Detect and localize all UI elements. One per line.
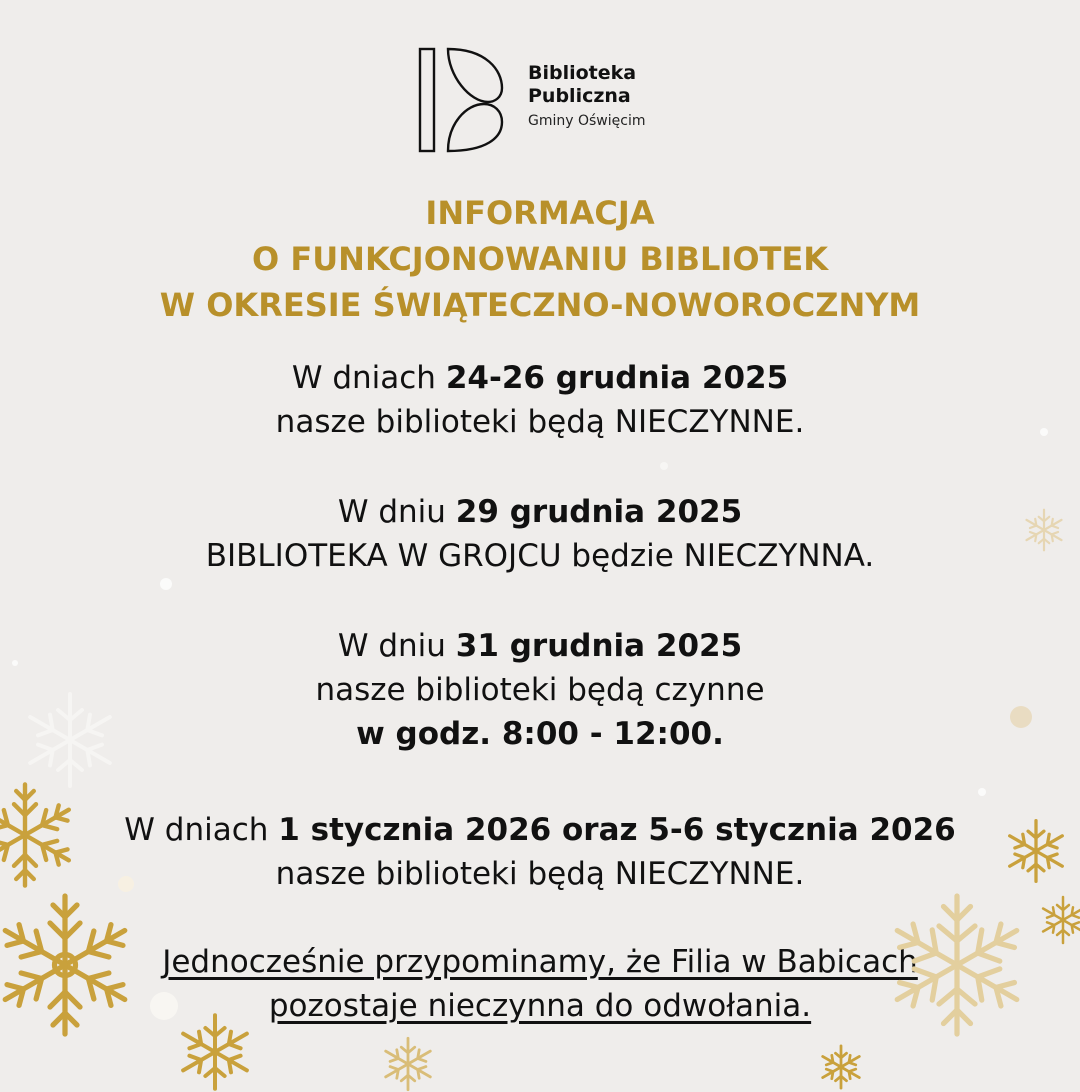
snowflake-icon: [175, 1012, 255, 1092]
block2-text: BIBLIOTEKA W GROJCU będzie NIECZYNNA.: [205, 538, 875, 574]
snowflake-icon: [0, 890, 140, 1040]
snowflake-icon: [818, 1044, 864, 1090]
bokeh-dot-decoration: [1010, 706, 1032, 728]
bokeh-dot-decoration: [118, 876, 134, 892]
bokeh-dot-decoration: [1040, 428, 1048, 436]
heading-line3: W OKRESIE ŚWIĄTECZNO-NOWOROCZNYM: [159, 286, 921, 324]
logo-name-line1: Biblioteka: [528, 62, 637, 84]
block2-prefix: W dniu: [337, 494, 456, 530]
bokeh-dot-decoration: [12, 660, 18, 666]
heading-line2: O FUNKCJONOWANIU BIBLIOTEK: [251, 240, 828, 278]
heading-line1: INFORMACJA: [425, 194, 655, 232]
bokeh-dot-decoration: [160, 578, 172, 590]
block1-date: 24-26 grudnia 2025: [445, 360, 789, 396]
snowflake-icon: [380, 1036, 436, 1092]
block4-text: nasze biblioteki będą NIECZYNNE.: [275, 856, 805, 892]
bokeh-dot-decoration: [978, 788, 986, 796]
block3-text: nasze biblioteki będą czynne: [315, 672, 765, 708]
logo-name-line3: Gminy Oświęcim: [528, 113, 646, 129]
block4-date: 1 stycznia 2026 oraz 5-6 stycznia 2026: [278, 812, 956, 848]
bokeh-dot-decoration: [150, 992, 178, 1020]
note-line2: pozostaje nieczynna do odwołania.: [268, 988, 812, 1024]
snowflake-icon: [882, 890, 1032, 1040]
library-logo-text: [528, 64, 645, 128]
bokeh-dot-decoration: [660, 462, 668, 470]
snowflake-icon: [1003, 818, 1069, 884]
logo-name-line2: Publiczna: [528, 85, 631, 107]
snowflake-icon: [0, 780, 80, 890]
closure-notice-dec-29: [0, 490, 1080, 578]
block3-hours: w godz. 8:00 - 12:00.: [356, 716, 724, 752]
announcement-heading: [0, 190, 1080, 328]
snowflake-icon: [1022, 508, 1066, 552]
block2-date: 29 grudnia 2025: [455, 494, 743, 530]
block3-date: 31 grudnia 2025: [455, 628, 743, 664]
closure-notice-dec-24-26: [0, 356, 1080, 444]
block1-text: nasze biblioteki będą NIECZYNNE.: [275, 404, 805, 440]
snowflake-icon: [20, 690, 120, 790]
block4-prefix: W dniach: [124, 812, 279, 848]
closure-notice-january: [0, 808, 1080, 896]
hours-notice-dec-31: [0, 624, 1080, 756]
snowflake-icon: [1038, 880, 1080, 960]
block3-prefix: W dniu: [337, 628, 456, 664]
note-line1: Jednocześnie przypominamy, że Filia w Babicach: [162, 944, 918, 980]
block1-prefix: W dniach: [291, 360, 446, 396]
